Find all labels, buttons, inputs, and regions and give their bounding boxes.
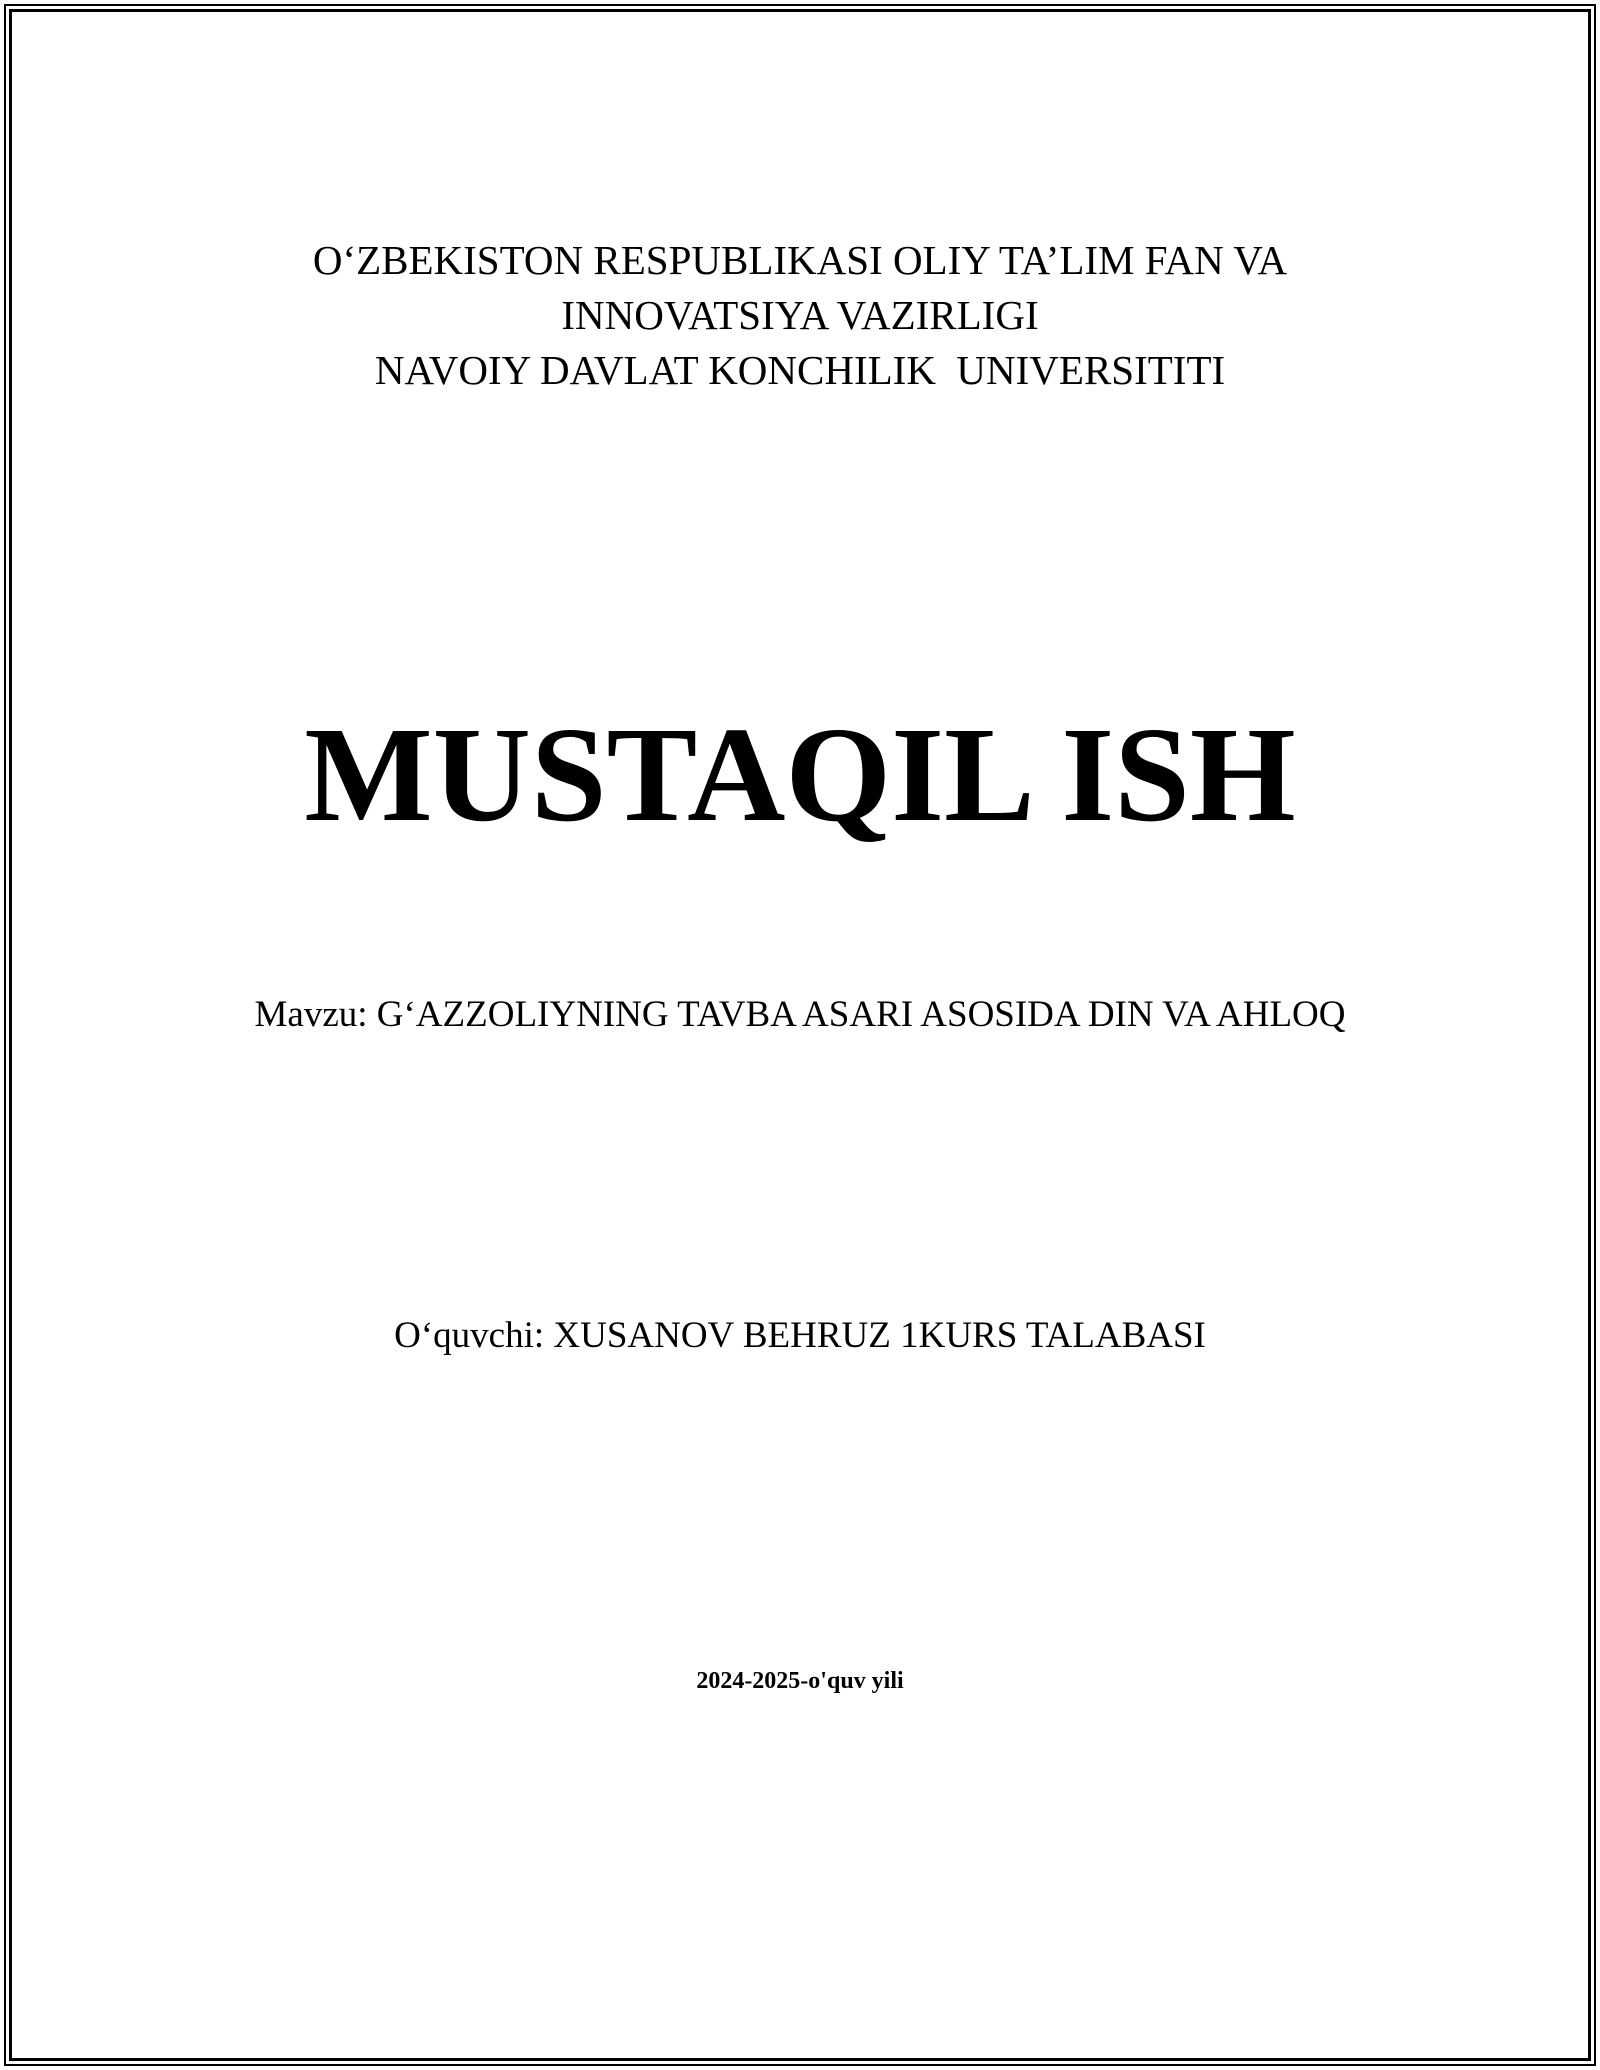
ministry-header [30,233,1570,398]
academic-year-line: 2024-2025-o'quv yili [696,1668,904,1694]
student-line: O‘quvchi: XUSANOV BEHRUZ 1KURS TALABASI [394,1315,1206,1356]
document-title: MUSTAQIL ISH [304,700,1296,850]
header-line-ministry-1: O‘ZBEKISTON RESPUBLIKASI OLIY TA’LIM FAN VA [312,237,1288,283]
topic-line: Mavzu: G‘AZZOLIYNING TAVBA ASARI ASOSIDA DIN VA AHLOQ [254,994,1346,1035]
header-line-university: NAVOIY DAVLAT KONCHILIK UNIVERSITITI [374,347,1226,393]
header-line-ministry-2: INNOVATSIYA VAZIRLIGI [561,292,1039,338]
